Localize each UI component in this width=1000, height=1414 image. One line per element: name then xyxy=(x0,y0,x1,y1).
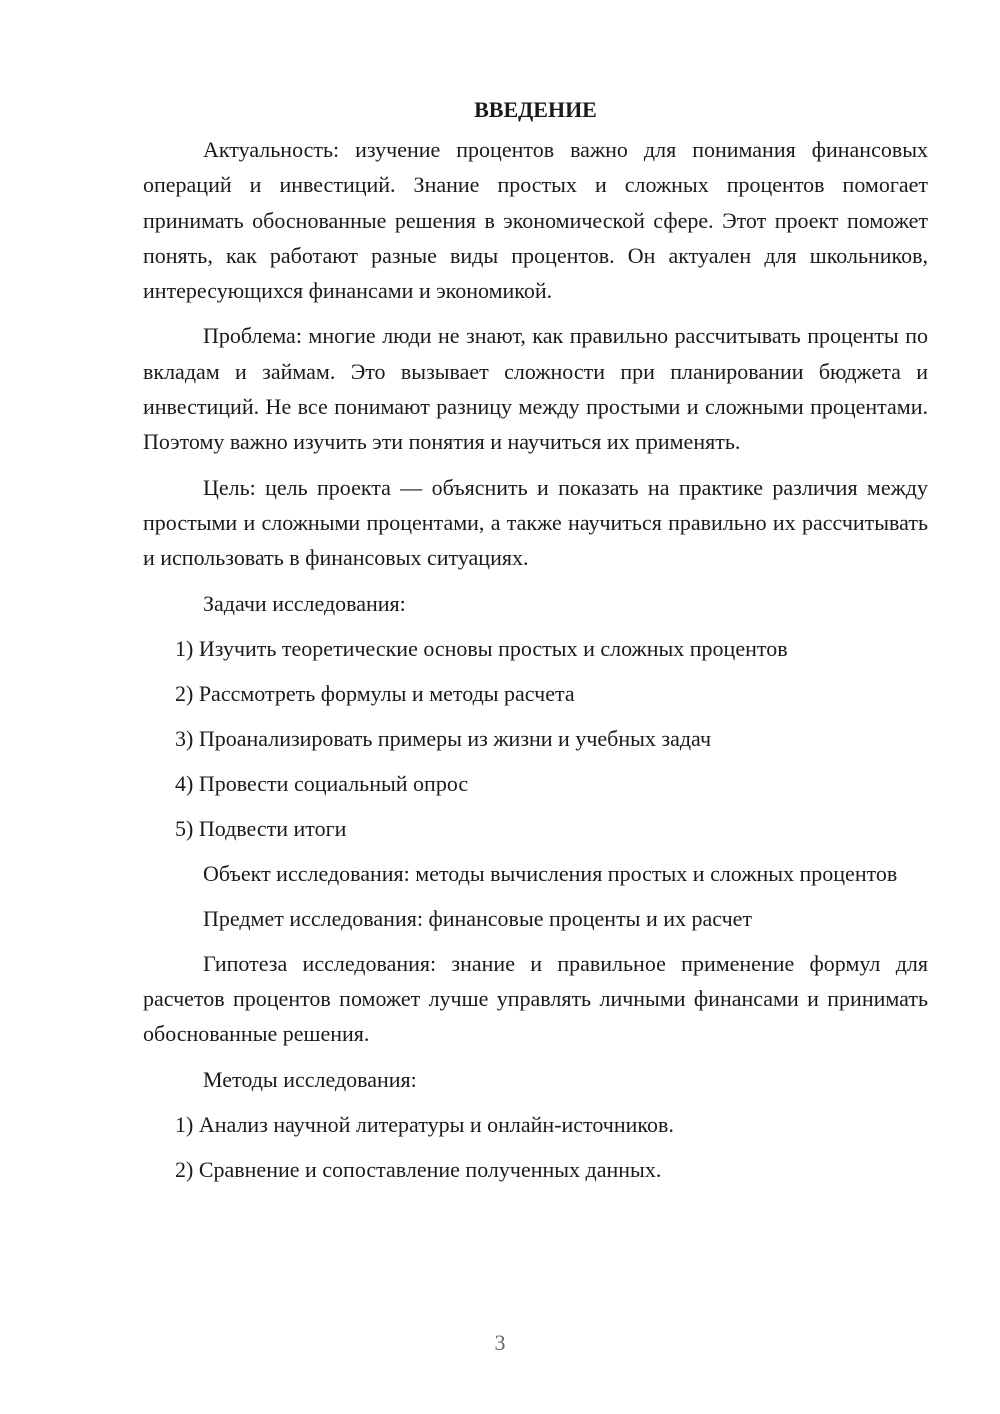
document-page xyxy=(143,92,928,1197)
relevance-paragraph: Актуальность: изучение процентов важно для понимания финансовых операций и инвестиций. Знание простых и сложных процентов помогает принимать обоснованные решения в экономической сфере. Этот проект поможет понять, как работают разные виды процентов. Он актуален для школьников, интересующихся финансами и экономикой. xyxy=(143,137,928,304)
subject-paragraph: Предмет исследования: финансовые проценты и их расчет xyxy=(203,905,753,931)
list-item: 4) Провести социальный опрос xyxy=(175,770,469,796)
page-number: 3 xyxy=(494,1330,506,1355)
tasks-list xyxy=(143,631,928,846)
page-title: ВВЕДЕНИЕ xyxy=(474,97,597,122)
goal-paragraph: Цель: цель проекта — объяснить и показать на практике различия между простыми и сложными процентами, а также научиться правильно их рассчитывать и использовать в финансовых ситуациях. xyxy=(143,474,928,571)
list-item: 5) Подвести итоги xyxy=(175,815,347,841)
list-item: 2) Рассмотреть формулы и методы расчета xyxy=(175,680,575,706)
methods-heading: Методы исследования: xyxy=(203,1066,417,1092)
methods-list xyxy=(143,1107,928,1187)
hypothesis-paragraph: Гипотеза исследования: знание и правильное применение формул для расчетов процентов поможет лучше управлять личными финансами и принимать обоснованные решения. xyxy=(143,950,928,1047)
list-item: 3) Проанализировать примеры из жизни и учебных задач xyxy=(175,725,712,751)
tasks-heading: Задачи исследования: xyxy=(203,590,406,616)
problem-paragraph: Проблема: многие люди не знают, как правильно рассчитывать проценты по вкладам и займам. Это вызывает сложности при планировании бюджета и инвестиций. Не все понимают разницу между простыми и сложными процентами. Поэтому важно изучить эти понятия и научиться их применять. xyxy=(143,323,928,455)
list-item: 1) Анализ научной литературы и онлайн-источников. xyxy=(175,1111,674,1137)
list-item: 2) Сравнение и сопоставление полученных данных. xyxy=(175,1156,662,1182)
list-item: 1) Изучить теоретические основы простых и сложных процентов xyxy=(175,635,788,661)
object-paragraph: Объект исследования: методы вычисления простых и сложных процентов xyxy=(203,860,898,886)
